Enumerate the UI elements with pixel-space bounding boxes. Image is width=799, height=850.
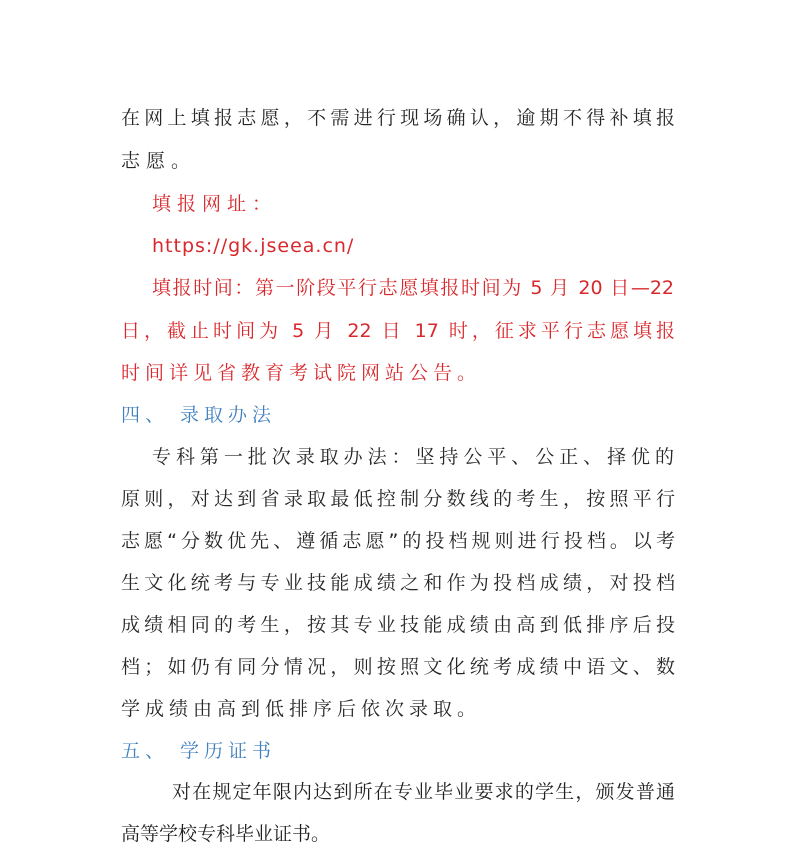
paragraph-line: 生文化统考与专业技能成绩之和作为投档成绩，对投档 bbox=[121, 572, 675, 594]
time-line: 日，截止时间为 5 月 22 日 17 时，征求平行志愿填报 bbox=[121, 320, 675, 342]
paragraph-line: 成绩相同的考生，按其专业技能成绩由高到低排序后投 bbox=[121, 614, 675, 636]
website-label: 填报网址： bbox=[152, 193, 278, 215]
section-heading: 四、 录取办法 bbox=[121, 404, 277, 426]
paragraph-line: 原则，对达到省录取最低控制分数线的考生，按照平行 bbox=[121, 488, 675, 510]
paragraph-line: 专科第一批次录取办法：坚持公平、公正、择优的 bbox=[152, 446, 674, 468]
time-line: 填报时间：第一阶段平行志愿填报时间为 5 月 20 日—22 bbox=[152, 277, 674, 299]
paragraph-line: 志愿。 bbox=[121, 150, 197, 172]
website-url[interactable]: https://gk.jseea.cn/ bbox=[152, 235, 355, 257]
section-heading: 五、 学历证书 bbox=[121, 740, 277, 762]
paragraph-line: 在网上填报志愿，不需进行现场确认，逾期不得补填报 bbox=[121, 107, 675, 129]
paragraph-line: 学成绩由高到低排序后依次录取。 bbox=[121, 698, 482, 720]
paragraph-line: 对在规定年限内达到所在专业毕业要求的学生，颁发普通 bbox=[172, 781, 675, 803]
paragraph-line: 档；如仍有同分情况，则按照文化统考成绩中语文、数 bbox=[121, 656, 675, 678]
time-line: 时间详见省教育考试院网站公告。 bbox=[121, 362, 482, 384]
paragraph-line: 志愿“分数优先、遵循志愿”的投档规则进行投档。以考 bbox=[121, 530, 675, 552]
paragraph-line: 高等学校专科毕业证书。 bbox=[121, 823, 331, 845]
